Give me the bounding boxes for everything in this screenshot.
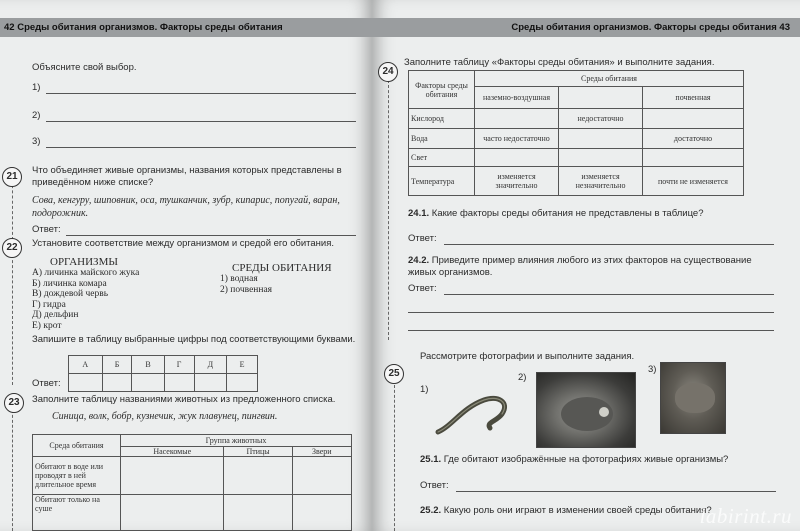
organisms-title: ОРГАНИЗМЫ bbox=[50, 256, 118, 268]
organism-item: Д) дельфин bbox=[32, 310, 79, 320]
table-cell[interactable] bbox=[224, 495, 292, 531]
photo-label-1: 1) bbox=[420, 384, 429, 395]
table-cell[interactable] bbox=[292, 457, 351, 495]
q22-answer-table bbox=[68, 355, 258, 392]
table-cell[interactable]: недостаточно bbox=[559, 109, 643, 129]
factor-label: Вода bbox=[409, 129, 475, 149]
q23-text: Заполните таблицу названиями животных из предложенного списка. bbox=[32, 394, 336, 405]
factors-table bbox=[408, 70, 744, 196]
col-factors: Факторы среды обитания bbox=[409, 71, 475, 109]
left-page-header: 42 Среды обитания организмов. Факторы среды обитания bbox=[0, 18, 372, 37]
answer-line[interactable] bbox=[456, 491, 776, 492]
q25-text: Рассмотрите фотографии и выполните задания. bbox=[420, 351, 635, 362]
table-cell[interactable] bbox=[475, 149, 559, 167]
letter-cell: Б bbox=[102, 356, 132, 374]
q25-2-label: 25.2. bbox=[420, 505, 442, 516]
letter-cell: Е bbox=[227, 356, 258, 374]
margin-dash bbox=[12, 255, 13, 385]
table-cell[interactable]: изменяется значительно bbox=[475, 167, 559, 196]
organism-item: Б) личинка комара bbox=[32, 278, 107, 289]
q22-instruction: Запишите в таблицу выбранные цифры под соответствующими буквами. bbox=[32, 334, 356, 345]
letter-cell: Г bbox=[164, 356, 194, 374]
habitat-item: 1) водная bbox=[220, 274, 258, 284]
answer-cell[interactable] bbox=[132, 374, 164, 392]
organism-item: Е) крот bbox=[32, 320, 62, 331]
table-cell[interactable]: часто недостаточно bbox=[475, 129, 559, 149]
answer-cell[interactable] bbox=[164, 374, 194, 392]
sub-col-air: наземно-воздушная bbox=[475, 87, 559, 109]
answer-marker-2: 2) bbox=[32, 110, 41, 121]
table-cell[interactable] bbox=[643, 149, 744, 167]
answer-line[interactable] bbox=[444, 294, 774, 295]
answer-line[interactable] bbox=[46, 147, 356, 148]
margin-dash bbox=[12, 180, 13, 240]
answer-cell[interactable] bbox=[194, 374, 227, 392]
table-cell[interactable] bbox=[475, 109, 559, 129]
q24-2-label: 24.2. bbox=[408, 255, 430, 266]
q25-1-label: 25.1. bbox=[420, 454, 442, 465]
table-cell[interactable] bbox=[224, 457, 292, 495]
sub-col-empty bbox=[559, 87, 643, 109]
right-page bbox=[372, 0, 800, 531]
q25-1-text: Где обитают изображённые на фотографиях живые организмы? bbox=[443, 454, 729, 465]
sub-col: Звери bbox=[292, 447, 351, 457]
q23-list: Синица, волк, бобр, кузнечик, жук плавунец, пингвин. bbox=[52, 411, 278, 422]
letter-cell: А bbox=[69, 356, 103, 374]
q24-2-text: Приведите пример влияния любого из этих факторов на существование живых организмов. bbox=[408, 255, 752, 278]
explain-prompt: Объясните свой выбор. bbox=[32, 62, 137, 73]
table-cell[interactable]: почти не изменяется bbox=[643, 167, 744, 196]
question-number-23: 23 bbox=[4, 393, 24, 413]
col-group: Группа животных bbox=[121, 435, 352, 447]
table-cell[interactable] bbox=[559, 149, 643, 167]
margin-dash bbox=[394, 385, 395, 531]
table-cell[interactable] bbox=[121, 457, 224, 495]
answer-cell[interactable] bbox=[102, 374, 132, 392]
mole-snout bbox=[599, 407, 609, 417]
factor-label: Температура bbox=[409, 167, 475, 196]
q21-answer-label: Ответ: bbox=[32, 224, 61, 235]
q22-text: Установите соответствие между организмом и средой его обитания. bbox=[32, 238, 335, 249]
table-cell[interactable]: изменяется незначительно bbox=[559, 167, 643, 196]
q24-1-answer-label: Ответ: bbox=[408, 233, 437, 244]
q25-1-answer-label: Ответ: bbox=[420, 480, 449, 491]
q21-list: Сова, кенгуру, шиповник, оса, тушканчик, зубр, кипарис, попугай, варан, подорожник. bbox=[32, 195, 340, 219]
organism-item: Г) гидра bbox=[32, 299, 66, 310]
table-cell[interactable]: достаточно bbox=[643, 129, 744, 149]
question-number-25: 25 bbox=[384, 364, 404, 384]
q21-text: Что объединяет живые организмы, названия которых представлены в приведённом ниже списке? bbox=[32, 165, 342, 188]
answer-cell[interactable] bbox=[227, 374, 258, 392]
sub-col-soil: почвенная bbox=[643, 87, 744, 109]
q24-2 bbox=[408, 255, 773, 279]
col-envs: Среды обитания bbox=[475, 71, 744, 87]
answer-line[interactable] bbox=[46, 93, 356, 94]
worm-shape bbox=[438, 398, 505, 432]
col-habitat: Среда обитания bbox=[33, 435, 121, 457]
animal-shape bbox=[675, 383, 715, 413]
q25-1 bbox=[420, 454, 790, 466]
q24-1 bbox=[408, 208, 768, 220]
q24-2-answer-label: Ответ: bbox=[408, 283, 437, 294]
question-number-24: 24 bbox=[378, 62, 398, 82]
answer-marker-1: 1) bbox=[32, 82, 41, 93]
margin-dash bbox=[12, 410, 13, 531]
table-cell[interactable] bbox=[292, 495, 351, 531]
left-page bbox=[0, 0, 372, 531]
q25-2-text: Какую роль они играют в изменении своей среды обитания? bbox=[443, 505, 712, 516]
photo-label-2: 2) bbox=[518, 372, 527, 383]
q24-1-label: 24.1. bbox=[408, 208, 430, 219]
sub-col: Насекомые bbox=[121, 447, 224, 457]
factor-label: Кислород bbox=[409, 109, 475, 129]
mole-photo bbox=[536, 372, 636, 448]
worm-photo bbox=[432, 388, 518, 438]
answer-line[interactable] bbox=[444, 244, 774, 245]
table-cell[interactable] bbox=[643, 109, 744, 129]
question-number-21: 21 bbox=[2, 167, 22, 187]
q24-1-text: Какие факторы среды обитания не представлены в таблице? bbox=[431, 208, 704, 219]
letter-cell: Д bbox=[194, 356, 227, 374]
answer-line[interactable] bbox=[46, 121, 356, 122]
organism-item: А) личинка майского жука bbox=[32, 268, 140, 278]
question-number-22: 22 bbox=[2, 238, 22, 258]
organism-item: В) дождевой червь bbox=[32, 289, 109, 299]
animal-photo bbox=[660, 362, 726, 434]
photo-label-3: 3) bbox=[648, 364, 657, 375]
factor-label: Свет bbox=[409, 149, 475, 167]
answer-cell[interactable] bbox=[69, 374, 103, 392]
row-label: Обитают в воде или проводят в ней длительное время bbox=[33, 457, 121, 495]
letter-cell: В bbox=[132, 356, 164, 374]
margin-dash bbox=[388, 80, 389, 340]
watermark: labirint.ru bbox=[699, 504, 792, 528]
answer-line[interactable] bbox=[408, 312, 774, 313]
row-label: Обитают только на суше bbox=[33, 495, 121, 531]
right-page-header: Среды обитания организмов. Факторы среды обитания 43 bbox=[372, 18, 800, 37]
habitat-item: 2) почвенная bbox=[220, 284, 273, 295]
answer-line[interactable] bbox=[408, 330, 774, 331]
table-cell[interactable] bbox=[559, 129, 643, 149]
answer-marker-3: 3) bbox=[32, 136, 41, 147]
answer-line[interactable] bbox=[66, 235, 356, 236]
q22-answer-label: Ответ: bbox=[32, 378, 61, 389]
q23-table bbox=[32, 434, 352, 531]
organisms-list bbox=[32, 268, 139, 331]
habitats-list bbox=[220, 274, 272, 295]
sub-col: Птицы bbox=[224, 447, 292, 457]
habitats-title: СРЕДЫ ОБИТАНИЯ bbox=[232, 262, 332, 274]
q24-text: Заполните таблицу «Факторы среды обитания» и выполните задания. bbox=[404, 57, 715, 68]
table-cell[interactable] bbox=[121, 495, 224, 531]
